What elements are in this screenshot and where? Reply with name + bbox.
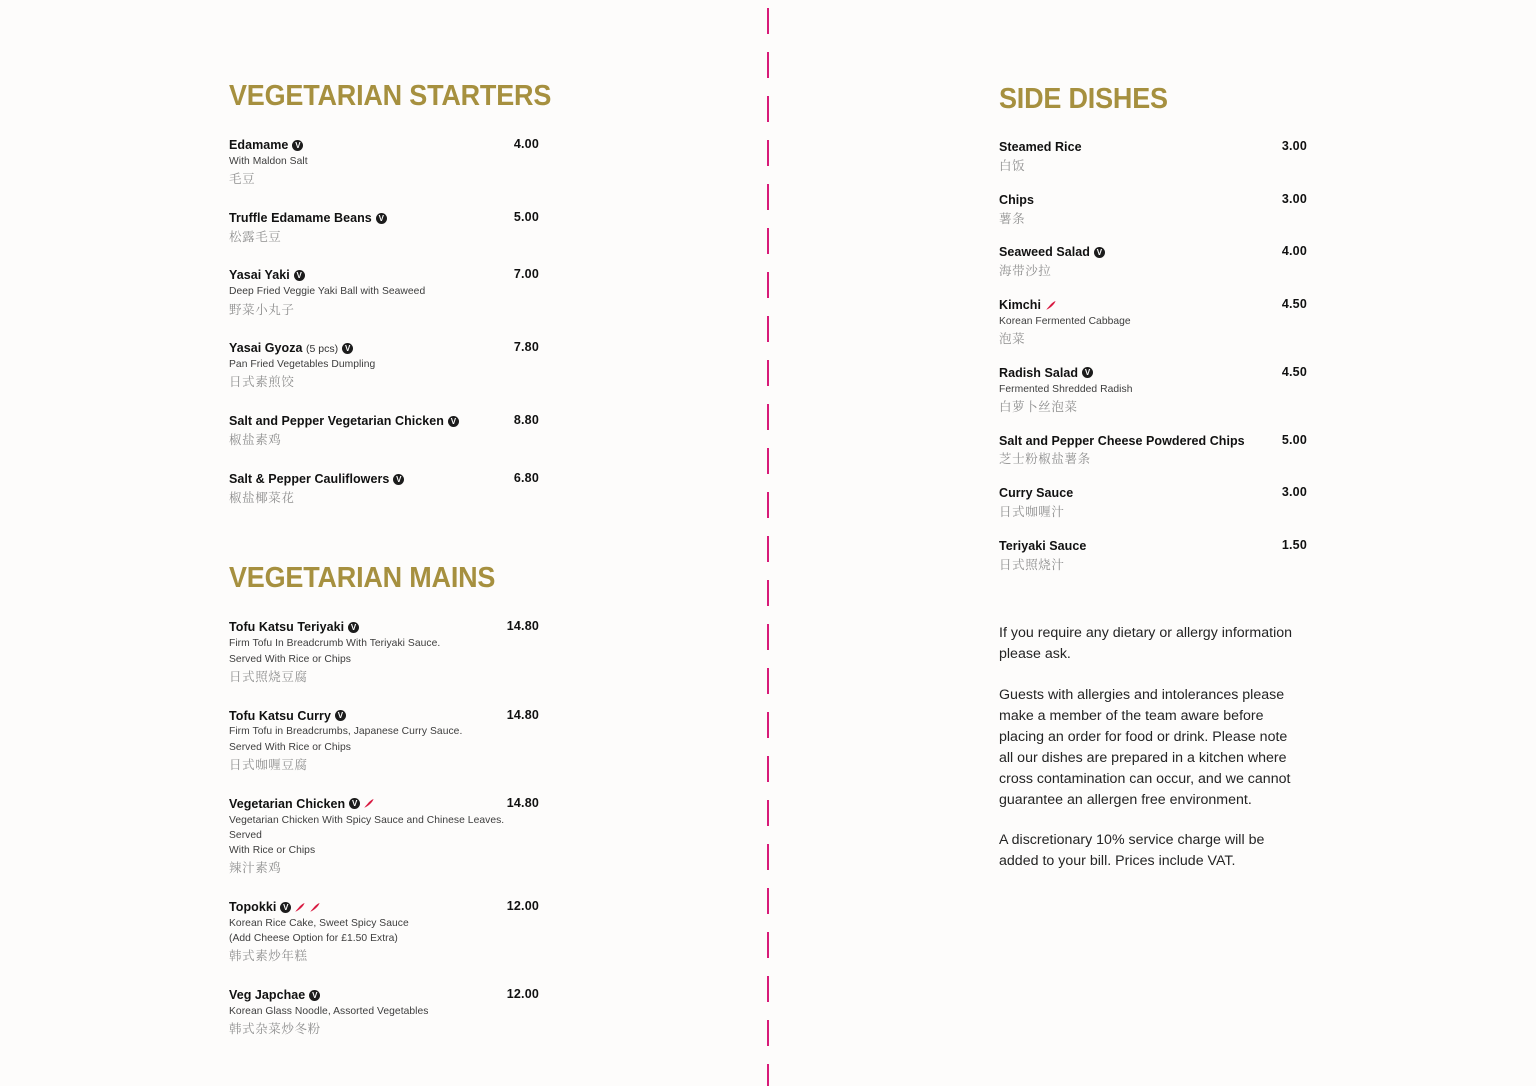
item-name-chinese: 日式素煎饺 [229, 375, 295, 390]
menu-item [999, 538, 1307, 575]
item-name-text: Salt and Pepper Cheese Powdered Chips [999, 433, 1245, 448]
item-name-text: Teriyaki Sauce [999, 538, 1087, 553]
item-name [229, 708, 497, 725]
item-name [229, 796, 497, 813]
section-heading: VEGETARIAN STARTERS [229, 80, 552, 112]
item-name [229, 210, 504, 227]
vegetarian-badge-icon: V [335, 710, 346, 721]
item-name [999, 485, 1272, 502]
vegetarian-badge-icon: V [348, 622, 359, 633]
menu-item [999, 297, 1307, 349]
item-header [229, 987, 539, 1004]
item-header [229, 708, 539, 725]
item-badges [393, 474, 404, 485]
item-name-chinese: 日式照烧汁 [999, 557, 1065, 572]
item-name [229, 987, 497, 1004]
menu-item [229, 340, 539, 392]
allergy-notice: If you require any dietary or allergy information please ask. [999, 625, 1293, 663]
vegetarian-badge-icon: V [342, 343, 353, 354]
item-name-text: Topokki [229, 899, 277, 914]
item-name [999, 139, 1272, 156]
item-price: 4.50 [1281, 296, 1307, 311]
item-name-text: Radish Salad [999, 365, 1079, 380]
vegetarian-badge-icon: V [309, 990, 320, 1001]
chili-icon [309, 902, 321, 913]
item-name-chinese: 日式咖喱豆腐 [229, 757, 308, 772]
vegetarian-badge-icon: V [448, 416, 459, 427]
vegetarian-badge-icon: V [1094, 247, 1105, 258]
item-description: Deep Fried Veggie Yaki Ball with Seaweed [229, 286, 426, 298]
item-description: Fermented Shredded Radish [999, 383, 1133, 395]
item-header [229, 619, 539, 636]
item-badges [280, 902, 321, 913]
vegetarian-badge-icon: V [393, 474, 404, 485]
vegetarian-badge-icon: V [349, 798, 360, 809]
item-description: Pan Fried Vegetables Dumpling [229, 359, 376, 371]
menu-item [229, 899, 539, 966]
item-name-chinese: 海带沙拉 [999, 264, 1052, 279]
item-header [229, 796, 539, 813]
item-name-chinese: 薯条 [999, 211, 1026, 226]
item-name-text: Tofu Katsu Curry [229, 708, 331, 723]
item-price: 5.00 [1281, 432, 1307, 447]
item-price: 12.00 [506, 898, 539, 913]
item-name-chinese: 毛豆 [229, 172, 256, 187]
right-column [999, 0, 1307, 872]
item-header [229, 340, 539, 357]
item-name-text: Vegetarian Chicken [229, 796, 346, 811]
item-name-chinese: 松露毛豆 [229, 229, 282, 244]
item-name-text: Yasai Yaki [229, 268, 290, 283]
item-name-chinese: 辣汁素鸡 [229, 861, 282, 876]
item-description: Vegetarian Chicken With Spicy Sauce and Chinese Leaves. Served With Rice or Chips [229, 814, 505, 856]
item-name-chinese: 芝士粉椒盐薯条 [999, 452, 1091, 467]
item-price: 8.80 [513, 413, 539, 428]
item-name-chinese: 日式照烧豆腐 [229, 669, 308, 684]
item-name [999, 433, 1272, 450]
item-price: 14.80 [506, 707, 539, 722]
item-name-text: Salt and Pepper Vegetarian Chicken [229, 414, 444, 429]
item-name [999, 538, 1272, 555]
item-name [999, 365, 1272, 382]
menu-item [229, 708, 539, 775]
menu-item [999, 192, 1307, 229]
item-name [229, 137, 504, 154]
item-badges [294, 270, 305, 281]
item-header [229, 413, 539, 430]
item-name-text: Seaweed Salad [999, 245, 1090, 260]
item-name-text: Veg Japchae [229, 988, 306, 1003]
vegetarian-badge-icon: V [294, 270, 305, 281]
item-price: 14.80 [506, 619, 539, 634]
menu-item [229, 796, 539, 878]
item-name-chinese: 韩式杂菜炒冬粉 [229, 1022, 321, 1037]
item-name-chinese: 野菜小丸子 [229, 302, 295, 317]
item-name-text: Salt & Pepper Cauliflowers [229, 471, 390, 486]
item-name-text: Chips [999, 192, 1034, 207]
menu-item [229, 619, 539, 686]
item-price: 3.00 [1281, 139, 1307, 153]
item-name [999, 192, 1272, 209]
item-description: Korean Glass Noodle, Assorted Vegetables [229, 1005, 429, 1017]
item-description: Korean Rice Cake, Sweet Spicy Sauce (Add Cheese Option for £1.50 Extra) [229, 917, 409, 945]
item-name-chinese: 椒盐椰菜花 [229, 490, 295, 505]
item-header [999, 433, 1307, 450]
menu-item [229, 471, 539, 508]
menu-item [229, 267, 539, 319]
item-description: Korean Fermented Cabbage [999, 315, 1131, 327]
item-badges [376, 213, 387, 224]
item-name-text: Yasai Gyoza [229, 341, 303, 356]
item-name-text: Truffle Edamame Beans [229, 210, 372, 225]
item-name [229, 413, 504, 430]
item-header [999, 139, 1307, 156]
item-name [999, 244, 1272, 261]
chili-icon [294, 902, 306, 913]
item-price: 3.00 [1281, 191, 1307, 206]
item-header [999, 297, 1307, 314]
item-header [999, 365, 1307, 382]
item-name [229, 899, 497, 916]
item-price: 4.00 [1281, 244, 1307, 259]
chili-icon [363, 798, 375, 809]
item-header [999, 485, 1307, 502]
item-price: 5.00 [513, 209, 539, 224]
menu-item [229, 210, 539, 247]
item-name-text: Kimchi [999, 297, 1041, 312]
menu-item [229, 137, 539, 189]
item-name [229, 471, 504, 488]
item-name [229, 619, 497, 636]
item-badges [292, 140, 303, 151]
item-name-chinese: 椒盐素鸡 [229, 433, 282, 448]
vegetarian-badge-icon: V [280, 902, 291, 913]
vegetarian-badge-icon: V [292, 140, 303, 151]
item-price: 1.50 [1281, 537, 1307, 552]
item-name-chinese: 白饭 [999, 158, 1026, 173]
allergy-notice: Guests with allergies and intolerances please make a member of the team aware before placing an order for food or drink. Please note all our dishes are prepared in a kitchen where cross contamination can occur, and we cannot guarantee an allergen free environment. [999, 686, 1291, 808]
section-heading: SIDE DISHES [999, 83, 1168, 115]
item-badges [1082, 367, 1093, 378]
item-name-chinese: 白萝卜丝泡菜 [999, 399, 1078, 414]
menu-item [999, 139, 1307, 176]
item-badges [309, 990, 320, 1001]
item-price: 7.00 [513, 267, 539, 282]
perforation-divider [767, 0, 769, 1086]
item-price: 3.00 [1281, 485, 1307, 500]
item-price: 4.00 [513, 137, 539, 151]
item-name [229, 267, 504, 284]
item-header [229, 210, 539, 227]
item-name [229, 340, 504, 357]
item-price: 12.00 [506, 987, 539, 1002]
item-header [999, 244, 1307, 261]
allergy-notice: A discretionary 10% service charge will be added to your bill. Prices include VAT. [999, 831, 1265, 869]
item-header [999, 192, 1307, 209]
item-price: 14.80 [506, 795, 539, 810]
menu-item [229, 987, 539, 1039]
item-name-chinese: 韩式素炒年糕 [229, 949, 308, 964]
item-name-chinese: 泡菜 [999, 331, 1026, 346]
vegetarian-badge-icon: V [376, 213, 387, 224]
item-badges [348, 622, 359, 633]
item-name [999, 297, 1272, 314]
menu-item [999, 365, 1307, 417]
item-header [229, 137, 539, 154]
item-badges [342, 343, 353, 354]
item-name-chinese: 日式咖喱汁 [999, 505, 1065, 520]
item-header [229, 899, 539, 916]
menu-item [999, 244, 1307, 281]
chili-icon [1045, 300, 1057, 311]
item-badges [1045, 300, 1057, 311]
item-header [229, 471, 539, 488]
item-badges [349, 798, 375, 809]
item-description: Firm Tofu in Breadcrumbs, Japanese Curry Sauce. Served With Rice or Chips [229, 726, 463, 753]
item-price: 7.80 [513, 340, 539, 355]
menu-item [999, 485, 1307, 522]
item-price: 6.80 [513, 470, 539, 485]
left-column [229, 0, 552, 1039]
vegetarian-badge-icon: V [1082, 367, 1093, 378]
item-name-text: Edamame [229, 138, 289, 152]
item-header [229, 267, 539, 284]
menu-item [999, 433, 1307, 470]
item-description: Firm Tofu In Breadcrumb With Teriyaki Sauce. Served With Rice or Chips [229, 638, 441, 665]
item-badges [335, 710, 346, 721]
item-badges [1094, 247, 1105, 258]
menu-item [229, 413, 539, 450]
item-header [999, 538, 1307, 555]
item-name-text: Steamed Rice [999, 140, 1082, 154]
item-name-text: Curry Sauce [999, 486, 1074, 501]
item-description: With Maldon Salt [229, 155, 308, 167]
item-price: 4.50 [1281, 364, 1307, 379]
item-name-text: Tofu Katsu Teriyaki [229, 620, 345, 635]
section-heading: VEGETARIAN MAINS [229, 562, 496, 595]
item-quantity: (5 pcs) [306, 343, 339, 356]
item-badges [448, 416, 459, 427]
